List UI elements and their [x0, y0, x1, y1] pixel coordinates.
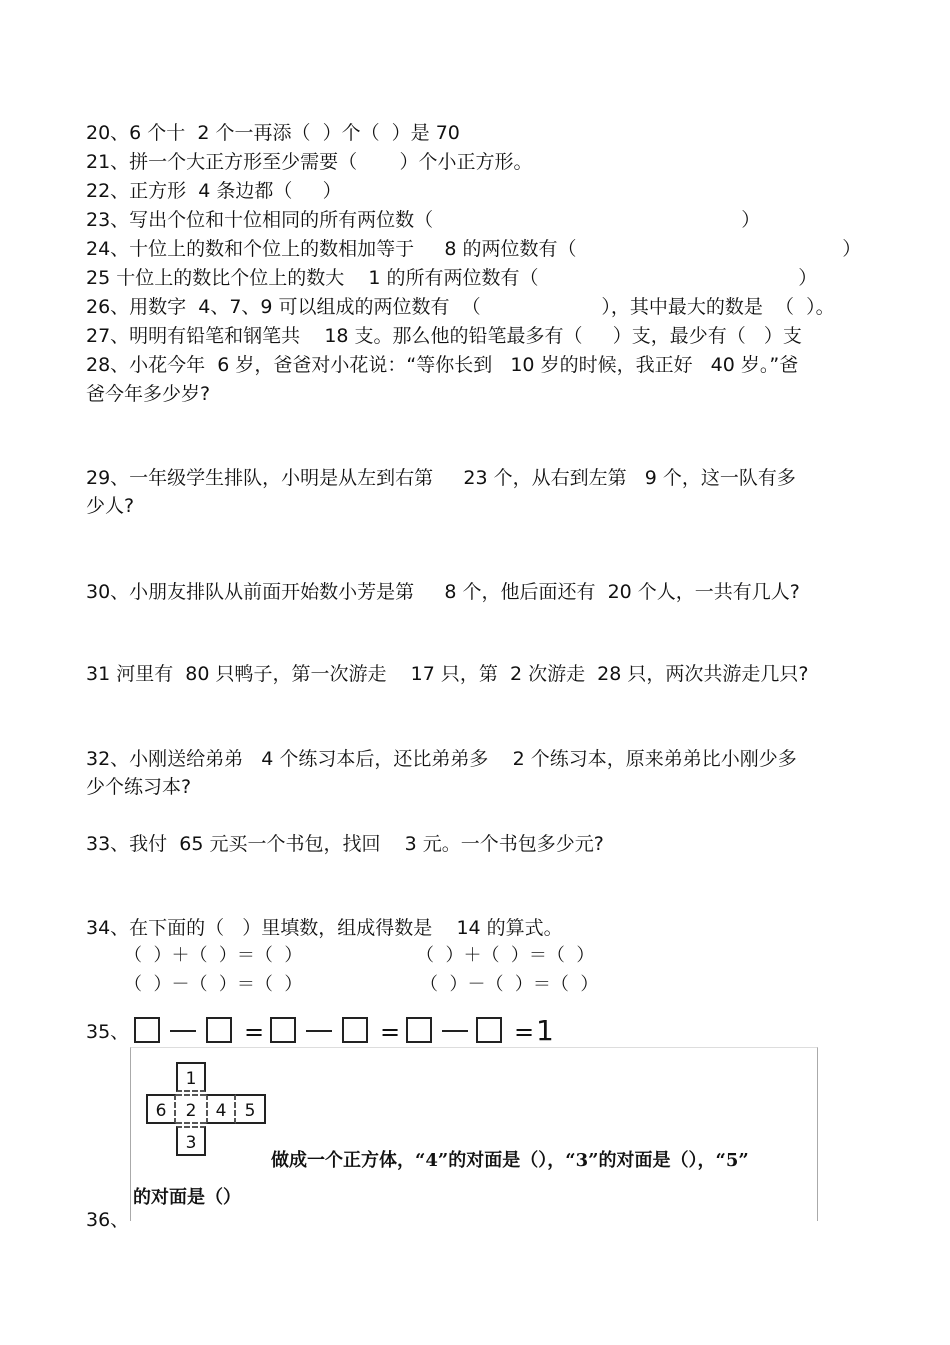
question-36-label: 36、 — [86, 1209, 130, 1231]
question-29-line2: 少人? — [86, 495, 135, 517]
net-cell-4: 4 — [206, 1094, 236, 1124]
question-25: 25 十位上的数比个位上的数大 1 的所有两位数有（ ） — [86, 267, 818, 289]
question-27: 27、明明有铅笔和钢笔共 18 支。那么他的铅笔最多有（ ）支，最少有（ ）支 — [86, 325, 802, 347]
equation-result: 1 — [536, 1014, 554, 1047]
question-33: 33、我付 65 元买一个书包，找回 3 元。一个书包多少元? — [86, 833, 604, 855]
question-36-text-line2: 的对面是（） — [133, 1187, 241, 1208]
q34-expression-sub-left: （ ）－（ ）＝（ ） — [124, 974, 303, 995]
answer-box[interactable] — [206, 1017, 232, 1043]
answer-box[interactable] — [342, 1017, 368, 1043]
question-31: 31 河里有 80 只鸭子，第一次游走 17 只，第 2 次游走 28 只，两次共游走几只? — [86, 663, 809, 685]
net-cell-6: 6 — [146, 1094, 176, 1124]
answer-box[interactable] — [406, 1017, 432, 1043]
question-30: 30、小朋友排队从前面开始数小芳是第 8 个，他后面还有 20 个人，一共有几人? — [86, 581, 800, 603]
question-28-line2: 爸今年多少岁? — [86, 383, 211, 405]
answer-box[interactable] — [270, 1017, 296, 1043]
net-cell-5: 5 — [236, 1094, 266, 1124]
question-26: 26、用数字 4、7、9 可以组成的两位数有 （ ），其中最大的数是 （ ）。 — [86, 296, 835, 318]
minus-sign — [306, 1030, 332, 1032]
question-21: 21、拼一个大正方形至少需要（ ）个小正方形。 — [86, 151, 533, 173]
minus-sign — [442, 1030, 468, 1032]
question-20: 20、6 个十 2 个一再添（ ）个（ ）是 70 — [86, 122, 460, 144]
q34-expression-sub-right: （ ）－（ ）＝（ ） — [420, 974, 599, 995]
question-24: 24、十位上的数和个位上的数相加等于 8 的两位数有（ ） — [86, 238, 862, 260]
question-36-text-line1: 做成一个正方体，“4”的对面是（），“3”的对面是（），“5” — [271, 1150, 749, 1171]
equals-sign: = — [514, 1018, 535, 1046]
question-34: 34、在下面的（ ）里填数，组成得数是 14 的算式。 — [86, 917, 563, 939]
question-28-line1: 28、小花今年 6 岁，爸爸对小花说：“等你长到 10 岁的时候，我正好 40 岁。”爸 — [86, 354, 799, 376]
cube-net-figure — [130, 1047, 818, 1221]
question-32-line1: 32、小刚送给弟弟 4 个练习本后，还比弟弟多 2 个练习本，原来弟弟比小刚少多 — [86, 748, 797, 770]
question-35-label: 35、 — [86, 1021, 130, 1043]
question-22: 22、正方形 4 条边都（ ） — [86, 180, 342, 202]
equals-sign: = — [380, 1018, 401, 1046]
q34-expression-add-right: （ ）＋（ ）＝（ ） — [416, 945, 595, 966]
answer-box[interactable] — [134, 1017, 160, 1043]
answer-box[interactable] — [476, 1017, 502, 1043]
question-23: 23、写出个位和十位相同的所有两位数（ ） — [86, 209, 761, 231]
net-cell-2: 2 — [176, 1094, 206, 1124]
minus-sign — [170, 1030, 196, 1032]
question-29-line1: 29、一年级学生排队，小明是从左到右第 23 个，从右到左第 9 个，这一队有多 — [86, 467, 796, 489]
net-cell-3: 3 — [176, 1126, 206, 1156]
net-cell-1: 1 — [176, 1062, 206, 1092]
q34-expression-add-left: （ ）＋（ ）＝（ ） — [124, 945, 303, 966]
question-32-line2: 少个练习本? — [86, 776, 192, 798]
equals-sign: = — [244, 1018, 265, 1046]
